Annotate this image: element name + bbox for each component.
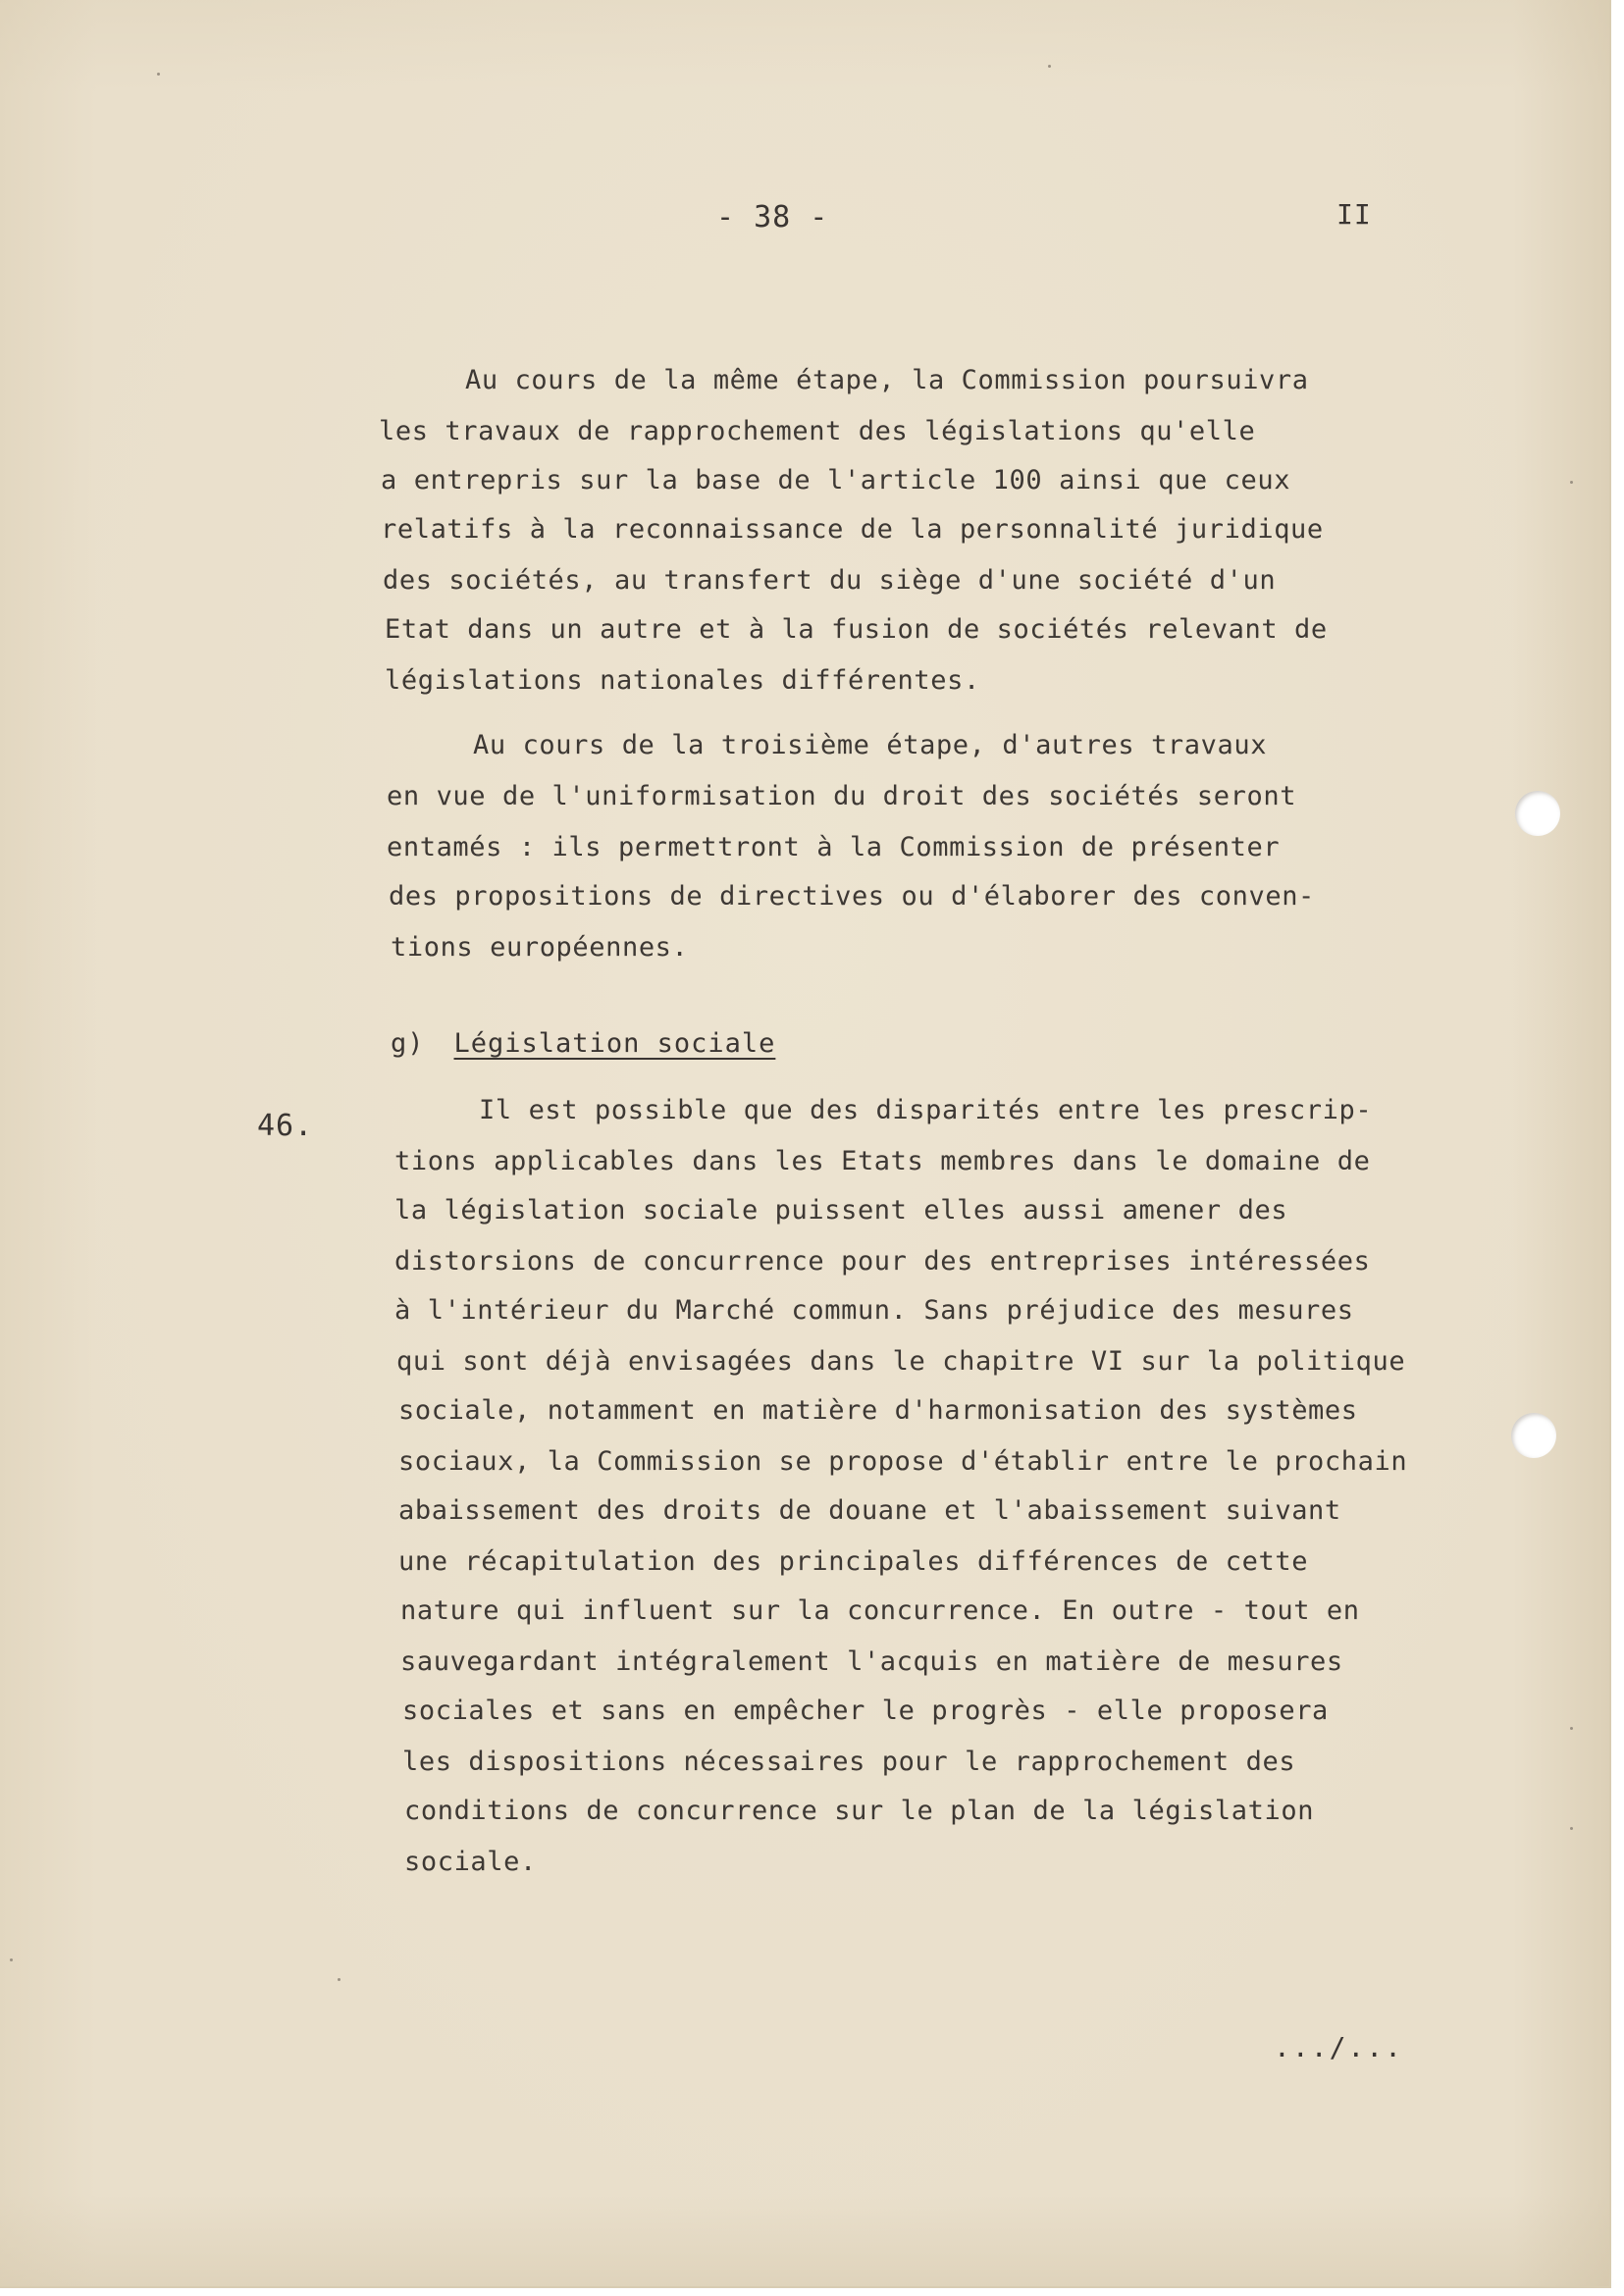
continuation-mark: .../...: [1274, 2031, 1404, 2063]
text-line: tions européennes.: [391, 932, 689, 963]
text-line: sauvegardant intégralement l'acquis en matière de mesures: [400, 1646, 1343, 1677]
text-line: a entrepris sur la base de l'article 100 ainsi que ceux: [381, 465, 1291, 496]
section-heading: [391, 1028, 775, 1059]
scan-speck: [1570, 1727, 1573, 1730]
scan-speck: [338, 1978, 341, 1981]
text-line: sociale, notamment en matière d'harmonisation des systèmes: [398, 1395, 1358, 1426]
text-line: en vue de l'uniformisation du droit des sociétés seront: [387, 781, 1297, 811]
scan-speck: [10, 1958, 13, 1961]
text-line: Au cours de la troisième étape, d'autres travaux: [473, 730, 1268, 760]
text-line: nature qui influent sur la concurrence. En outre - tout en: [400, 1595, 1360, 1626]
paragraph-number: 46.: [257, 1109, 314, 1143]
text-line: législations nationales différentes.: [385, 665, 980, 696]
text-line: abaissement des droits de douane et l'abaissement suivant: [398, 1495, 1341, 1526]
scan-speck: [1570, 481, 1573, 484]
scan-speck: [1570, 1827, 1573, 1830]
text-line: Etat dans un autre et à la fusion de sociétés relevant de: [385, 614, 1328, 645]
text-line: la législation sociale puissent elles aussi amener des: [394, 1195, 1288, 1226]
text-line: sociales et sans en empêcher le progrès - elle proposera: [402, 1696, 1329, 1726]
section-letter: g): [391, 1028, 425, 1059]
text-line: qui sont déjà envisagées dans le chapitre VI sur la politique: [396, 1346, 1406, 1377]
text-line: distorsions de concurrence pour des entreprises intéressées: [394, 1246, 1371, 1277]
scan-speck: [1048, 65, 1051, 68]
text-line: les travaux de rapprochement des législations qu'elle: [379, 416, 1256, 446]
punch-hole: [1511, 1413, 1556, 1458]
text-line: Il est possible que des disparités entre les prescrip-: [479, 1095, 1373, 1125]
text-line: tions applicables dans les Etats membres dans le domaine de: [394, 1146, 1371, 1176]
text-line: conditions de concurrence sur le plan de la législation: [404, 1796, 1315, 1826]
text-line: entamés : ils permettront à la Commission de présenter: [387, 832, 1281, 862]
text-line: des sociétés, au transfert du siège d'une société d'un: [383, 565, 1277, 596]
section-marker: II: [1336, 198, 1372, 231]
text-line: à l'intérieur du Marché commun. Sans préjudice des mesures: [394, 1295, 1354, 1326]
scan-speck: [157, 73, 160, 76]
text-line: des propositions de directives ou d'élaborer des conven-: [389, 881, 1315, 912]
punch-hole: [1515, 791, 1560, 836]
text-line: les dispositions nécessaires pour le rapprochement des: [402, 1747, 1296, 1777]
section-title: Législation sociale: [453, 1028, 776, 1059]
text-line: relatifs à la reconnaissance de la personnalité juridique: [381, 514, 1324, 545]
text-line: sociale.: [404, 1847, 537, 1877]
text-line: Au cours de la même étape, la Commission poursuivra: [465, 365, 1309, 395]
text-line: sociaux, la Commission se propose d'établir entre le prochain: [398, 1446, 1408, 1477]
page-number: - 38 -: [716, 200, 829, 235]
text-line: une récapitulation des principales différences de cette: [398, 1546, 1309, 1577]
